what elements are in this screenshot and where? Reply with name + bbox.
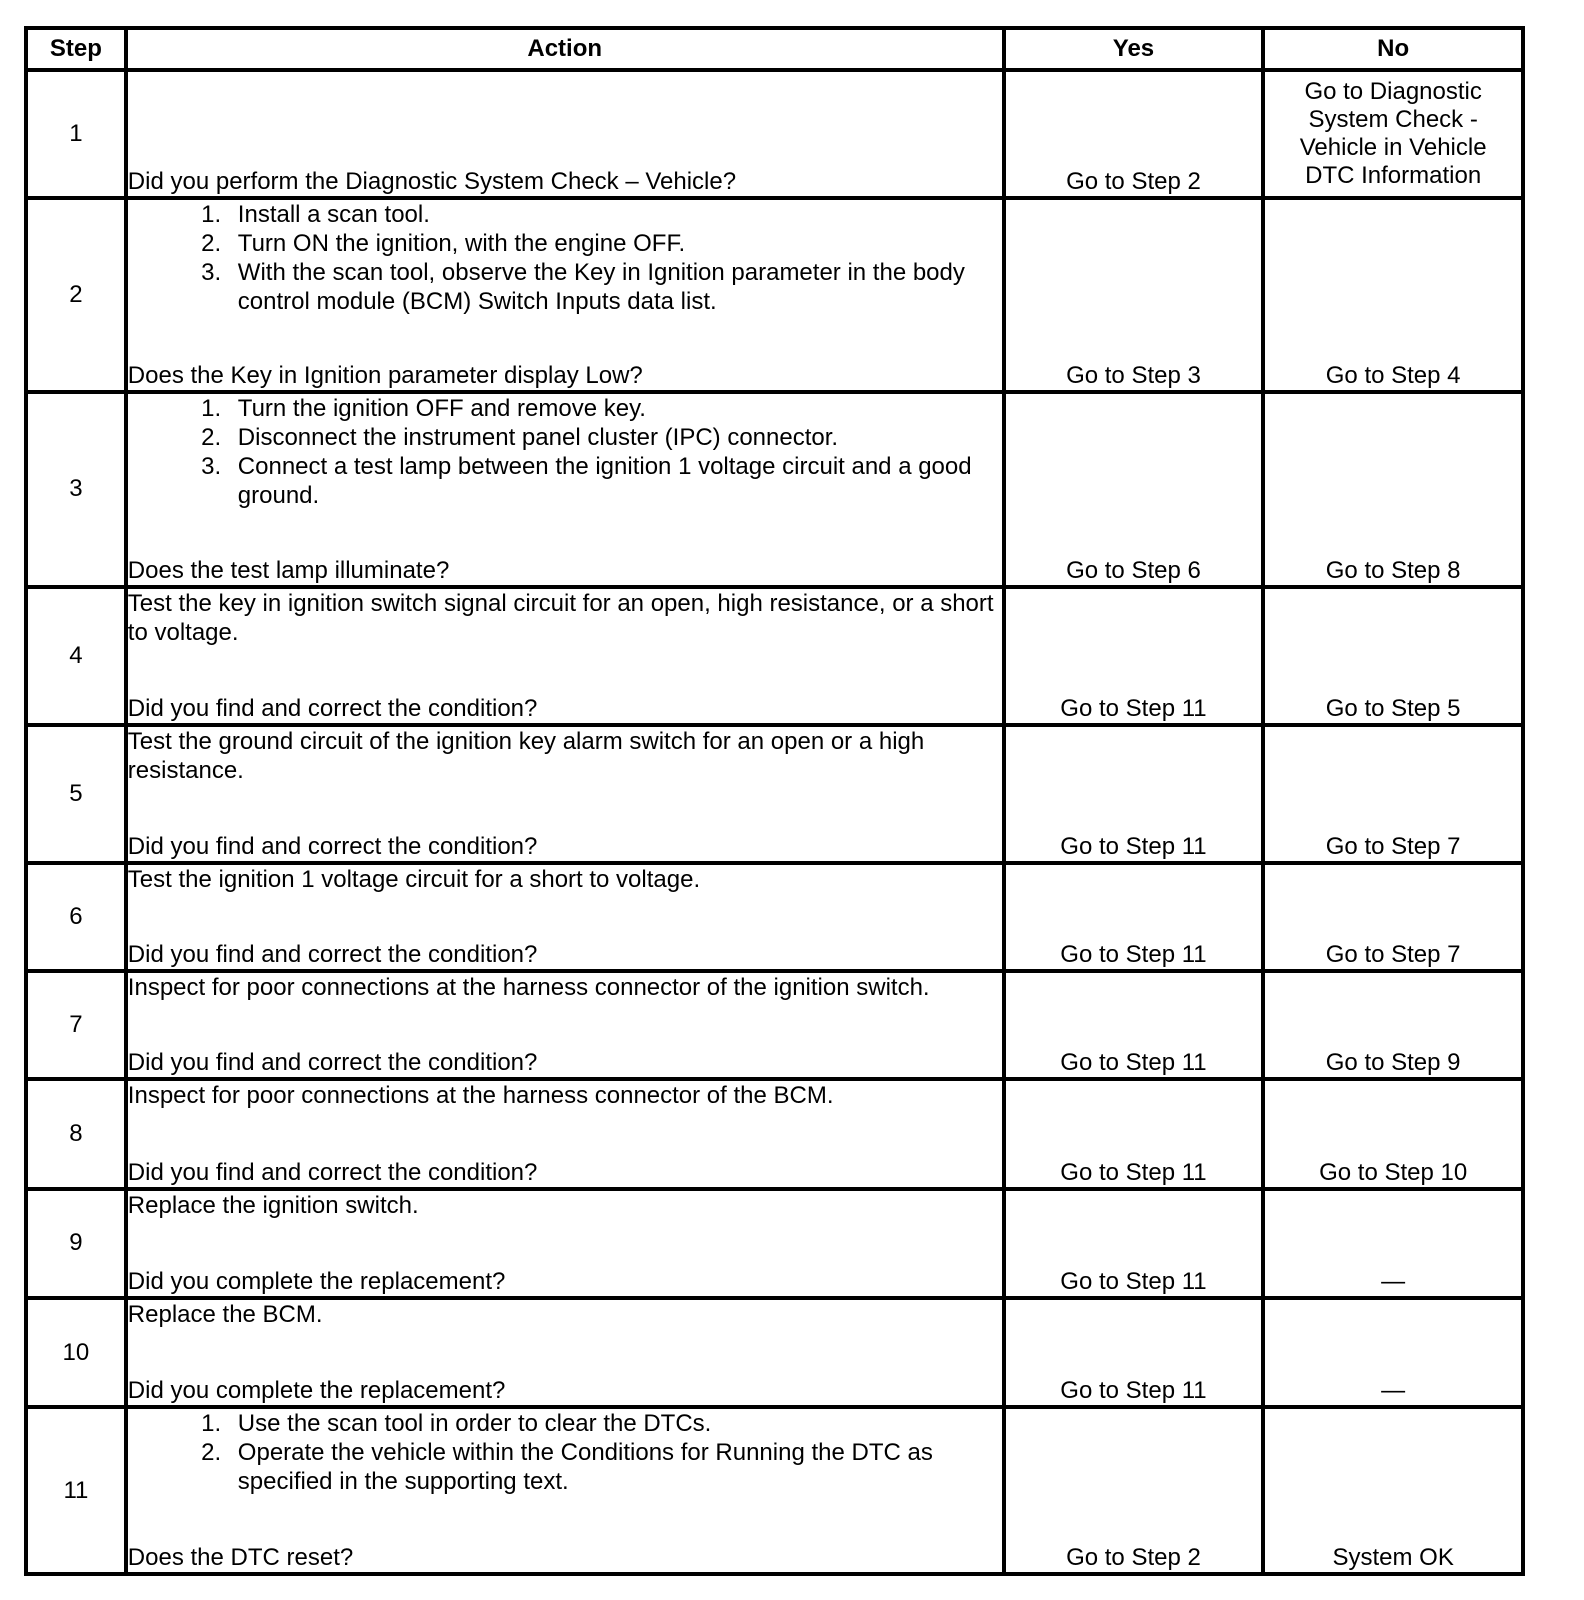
table-row: [26, 1298, 1523, 1407]
action-steps-list: [128, 200, 1002, 316]
yes-result: Go to Step 11: [1004, 1189, 1264, 1298]
no-result: Go to Step 4: [1263, 198, 1523, 392]
action-intro: Replace the ignition switch.: [127, 1191, 419, 1219]
table-row: [26, 971, 1523, 1079]
step-number: 4: [26, 587, 126, 725]
table-row: [26, 392, 1523, 587]
action-step-item: 3. Connect a test lamp between the ignition 1 voltage circuit and a good ground.: [228, 452, 1002, 510]
action-steps-list: [128, 394, 1002, 510]
action-question: Did you find and correct the condition?: [127, 1158, 538, 1186]
table-row: [26, 1079, 1523, 1188]
no-result: Go to Step 9: [1263, 971, 1523, 1079]
table-row: [26, 70, 1523, 198]
action-cell: [126, 587, 1004, 725]
header-row: [26, 28, 1523, 70]
table-row: [26, 1189, 1523, 1298]
action-step-item: 1. Install a scan tool.: [228, 200, 1002, 229]
action-question: Did you find and correct the condition?: [127, 694, 538, 722]
action-question: Does the test lamp illuminate?: [127, 556, 450, 584]
step-number: 6: [26, 863, 126, 971]
action-question: Does the Key in Ignition parameter display Low?: [127, 361, 643, 389]
no-result: Go to Diagnostic System Check - Vehicle in Vehicle DTC Information: [1263, 70, 1523, 198]
no-result: Go to Step 8: [1263, 392, 1523, 587]
step-number: 11: [26, 1407, 126, 1574]
yes-result: Go to Step 2: [1004, 1407, 1264, 1574]
header-action: Action: [126, 28, 1004, 70]
action-cell: [126, 725, 1004, 863]
yes-result: Go to Step 11: [1004, 971, 1264, 1079]
yes-result: Go to Step 11: [1004, 1298, 1264, 1407]
step-number: 9: [26, 1189, 126, 1298]
action-intro: Test the ground circuit of the ignition key alarm switch for an open or a high resistance.: [127, 727, 925, 784]
no-result: Go to Step 7: [1263, 725, 1523, 863]
step-number: 5: [26, 725, 126, 863]
action-step-item: 2. Turn ON the ignition, with the engine OFF.: [228, 229, 1002, 258]
table-row: [26, 587, 1523, 725]
action-step-item: 1. Turn the ignition OFF and remove key.: [228, 394, 1002, 423]
action-cell: [126, 1407, 1004, 1574]
action-step-item: 2. Disconnect the instrument panel cluster (IPC) connector.: [228, 423, 1002, 452]
action-question: Did you complete the replacement?: [127, 1377, 506, 1405]
header-step: Step: [26, 28, 126, 70]
no-result: —: [1263, 1189, 1523, 1298]
step-number: 7: [26, 971, 126, 1079]
action-step-item: 3. With the scan tool, observe the Key in Ignition parameter in the body control module (BCM) Switch Inputs data list.: [228, 258, 1002, 316]
yes-result: Go to Step 11: [1004, 863, 1264, 971]
step-number: 10: [26, 1298, 126, 1407]
action-intro: Test the key in ignition switch signal circuit for an open, high resistance, or a short to voltage.: [127, 589, 994, 646]
step-number: 8: [26, 1079, 126, 1188]
action-step-item: 1. Use the scan tool in order to clear the DTCs.: [228, 1409, 1002, 1438]
yes-result: Go to Step 6: [1004, 392, 1264, 587]
no-result: Go to Step 7: [1263, 863, 1523, 971]
no-result: Go to Step 5: [1263, 587, 1523, 725]
action-question: Did you perform the Diagnostic System Check – Vehicle?: [127, 167, 737, 195]
step-number: 1: [26, 70, 126, 198]
header-no: No: [1263, 28, 1523, 70]
step-number: 3: [26, 392, 126, 587]
action-cell: [126, 971, 1004, 1079]
action-question: Did you find and correct the condition?: [127, 832, 538, 860]
action-cell: [126, 1298, 1004, 1407]
step-number: 2: [26, 198, 126, 392]
table-row: [26, 725, 1523, 863]
action-intro: Inspect for poor connections at the harness connector of the ignition switch.: [127, 974, 930, 1002]
action-question: Did you find and correct the condition?: [127, 941, 538, 969]
action-question: Did you complete the replacement?: [127, 1268, 506, 1296]
diagnostic-table: [24, 26, 1525, 1576]
action-intro: Test the ignition 1 voltage circuit for a short to voltage.: [127, 865, 701, 893]
action-intro: Inspect for poor connections at the harness connector of the BCM.: [127, 1082, 834, 1110]
yes-result: Go to Step 11: [1004, 725, 1264, 863]
action-cell: [126, 1189, 1004, 1298]
action-cell: [126, 392, 1004, 587]
yes-result: Go to Step 11: [1004, 587, 1264, 725]
no-result: —: [1263, 1298, 1523, 1407]
table-row: [26, 1407, 1523, 1574]
no-result: Go to Step 10: [1263, 1079, 1523, 1188]
action-cell: [126, 198, 1004, 392]
action-cell: [126, 863, 1004, 971]
action-step-item: 2. Operate the vehicle within the Conditions for Running the DTC as specified in the supporting text.: [228, 1438, 1002, 1496]
table-body: [26, 70, 1523, 1574]
table-row: [26, 198, 1523, 392]
no-result: System OK: [1263, 1407, 1523, 1574]
yes-result: Go to Step 2: [1004, 70, 1264, 198]
yes-result: Go to Step 11: [1004, 1079, 1264, 1188]
action-question: Does the DTC reset?: [127, 1544, 354, 1571]
action-intro: Replace the BCM.: [127, 1301, 323, 1329]
action-steps-list: [128, 1409, 1002, 1496]
table-row: [26, 863, 1523, 971]
header-yes: Yes: [1004, 28, 1264, 70]
action-question: Did you find and correct the condition?: [127, 1049, 538, 1077]
action-cell: [126, 1079, 1004, 1188]
action-cell: [126, 70, 1004, 198]
yes-result: Go to Step 3: [1004, 198, 1264, 392]
